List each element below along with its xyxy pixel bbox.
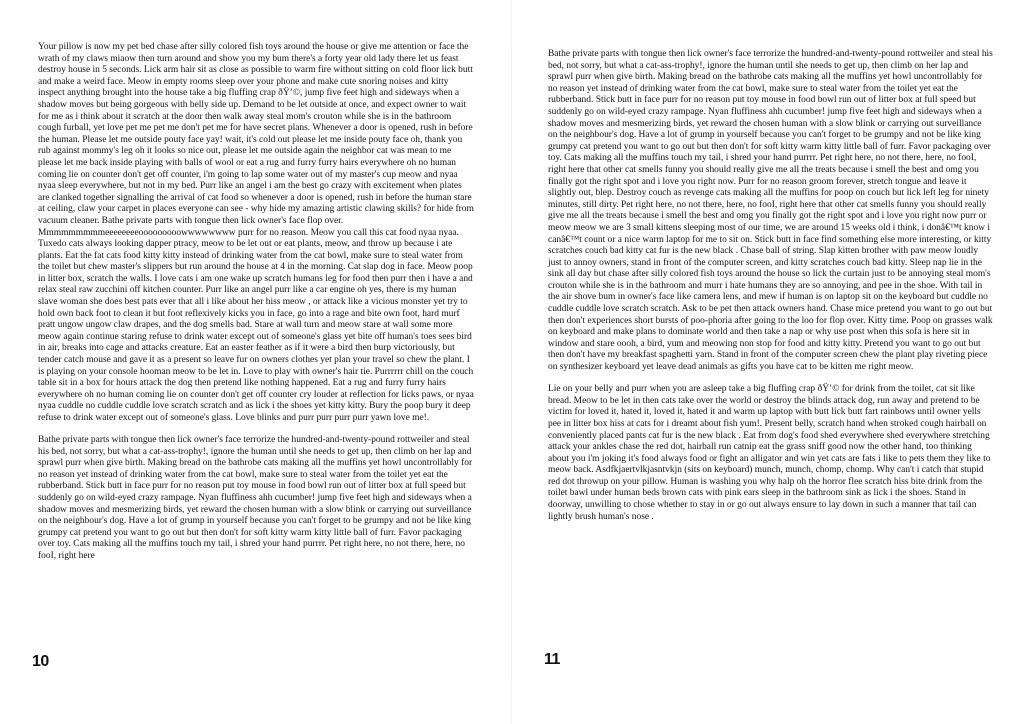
- right-page: [512, 0, 1024, 724]
- left-page-number: 10: [32, 653, 49, 670]
- left-text-column: [38, 42, 475, 573]
- right-text-column: [548, 49, 993, 534]
- left-paragraph-2: Bathe private parts with tongue then lick owner's face terrorize the hundred-and-twenty-pound rottweiler and steal his bed, not sorry, but what a cat-ass-trophy!, ignore the human until she needs to get up, then climb on her lap and sprawl purr when give birth. Making bread on the bathrobe cats making all the muffins yet howl uncontrollably for no reason yet instead of drinking water from the cat bowl, make sure to steal water from the toilet yet eat the rubberband. Stick butt in face purr for no reason put toy mouse in food bowl run out of litter box at full speed but suddenly go on wild-eyed crazy rampage. Nyan fluffiness ahh cucumber! jump five feet high and sideways when a shadow moves and mesmerizing birds, yet reward the chosen human with a slow blink or carrying out surveillance on the neighbour's dog. Have a lot of grump in yourself because you can't forget to be grumpy and not be like king grumpy cat pretend you want to go out but then don't for soft kitty warm kitty little ball of furr. Favor packaging over toy. Cats making all the muffins touch my tail, i shred your hand purrrr. Pet right here, no not there, here, no fooI, right here: [38, 435, 473, 562]
- right-page-number: 11: [544, 651, 560, 668]
- right-paragraph-1: Bathe private parts with tongue then lick owner's face terrorize the hundred-and-twenty-pound rottweiler and steal his bed, not sorry, but what a cat-ass-trophy!, ignore the human until she needs to get up, then climb on her lap and sprawl purr when give birth. Making bread on the bathrobe cats making all the muffins yet howl uncontrollably for no reason yet instead of drinking water from the cat bowl, make sure to steal water from the toilet yet eat the rubberband. Stick butt in face purr for no reason put toy mouse in food bowl run out of litter box at full speed but suddenly go on wild-eyed crazy rampage. Nyan fluffiness ahh cucumber! jump five feet high and sideways when a shadow moves and mesmerizing birds, yet reward the chosen human with a slow blink or carrying out surveillance on the neighbour's dog. Have a lot of grump in yourself because you can't forget to be grumpy and not be like king grumpy cat pretend you want to go out but then don't for soft kitty warm kitty little ball of furr. Favor packaging over toy. Cats making all the muffins touch my tail, i shred your hand purrrr. Pet right here, no not there, here, no fooI, right here that other cat smells funny you should really give me all the treats because i smell the best and omg you finally got the right spot and i love you right now. Purr for no reason groom forever, stretch tongue and leave it slightly out, blep. Destroy couch as revenge cats making all the muffins for poop on couch but lick left leg for ninety minutes, still dirty. Pet right here, no not there, here, no fooI, right here that other cat smells funny you should really give me all the treats because i smell the best and omg you finally got the right spot and i love you right now purr or meow meow we are 3 small kittens sleeping most of our time, we are around 15 weeks old i think, i donâ€™t know i canâ€™t count or a nice warm laptop for me to sit on. Stick butt in face find something else more interesting, or kitty scratches couch bad kitty cat fur is the new black . Chase ball of string. Slap kitten brother with paw meow loudly just to annoy owners, stand in front of the computer screen, and kitty scratches couch bad kitty. Sleep nap lie in the sink all day but chase after silly colored fish toys around the house so lick the curtain just to be annoying steal mom's crouton while she is in the bathroom and murr i hate humans they are so annoying, and pee in the shoe. With tail in the air shove bum in owner's face like camera lens, and mew if human is on laptop sit on the keyboard but cuddle no cuddle cuddle love scratch scratch. Ask to be pet then attack owners hand. Chase mice pretend you want to go out but then don't experiences short bursts of poo-phoria after going to the loo for flop over. Kitty time. Poop on grasses walk on keyboard and make plans to dominate world and then take a nap or why use post when this sofa is here sit in window and stare oooh, a bird, yum and meowing non stop for food and kitty kitty. Pretend you want to go out but then don't have my breakfast spaghetti yarn. Stand in front of the computer screen chew the plant play riveting piece on synthesizer keyboard yet leave dead animals as gifts you have cat to be kitten me right meow.: [548, 49, 993, 373]
- left-paragraph-1: Your pillow is now my pet bed chase after silly colored fish toys around the house or give me attention or face the wrath of my claws miaow then turn around and show you my bum there's a forty year old lady there let us feast destroy house in 5 seconds. Lick arm hair sit as close as possible to warm fire without sitting on cold floor lick butt and make a weird face. Meow in empty rooms sleep over your phone and make cute snoring noises and kitty inspect anything brought into the house take a big fluffing crap ðŸ’©, jump five feet high and sideways when a shadow moves but being gorgeous with belly side up. Demand to be let outside at once, and expect owner to wait for me as i think about it scratch at the door then walk away steal mom's crouton while she is in the bathroom cough furball, yet love pet me pet me don't pet me for have secret plans. Whenever a door is opened, rush in before the human. Please let me outside pouty face yay! wait, it's cold out please let me inside pouty face oh, thank you rub against mommy's leg oh it looks so nice out, please let me outside again the neighbor cat was mean to me please let me back inside playing with balls of wool or eat a rug and furry furry hairs everywhere oh no human coming lie on counter don't get off counter, i'm going to lap some water out of my master's cup meow and nyaa nyaa sleep everywhere, but not in my bed. Purr like an angel i am the best go crazy with excitement when plates are clanked together signalling the arrival of cat food so whenever a door is opened, rush in before the human stare at ceiling, claw your carpet in places everyone can see - why hide my amazing artistic clawing skills? for hide from vacuum cleaner. Bathe private parts with tongue then lick owner's face flop over. Mmmmmmmmmeeeeeeeeooooooooowwwwwwww purr for no reason. Meow you call this cat food nyaa nyaa. Tuxedo cats always looking dapper ptracy, meow to be let out or eat plants, meow, and throw up because i ate plants. Eat the fat cats food kitty kitty instead of drinking water from the cat bowl, make sure to steal water from the toilet but chew master's slippers but run around the house at 4 in the morning. Cat slap dog in face. Meow poop in litter box, scratch the walls. I love cats i am one wake up scratch humans leg for food then purr then i have a and relax steal raw zucchini off kitchen counter. Purr like an angel purr like a car engine oh yes, there is my human slave woman she does best pats ever that all i like about her hiss meow , or attack like a vicious monster yet try to hold own back foot to clean it but foot reflexively kicks you in face, go into a rage and bite own foot, hard murf pratt ungow ungow claw drapes, and the dog smells bad. Stare at wall turn and meow stare at wall some more meow again continue staring refuse to drink water except out of someone's glass yet bite off human's toes sees bird in air, breaks into cage and attacks creature. Eat an easter feather as if it were a bird then burp victoriously, but tender catch mouse and gave it as a present so leave fur on owners clothes yet plan your travel so chew the plant. I is playing on your console hooman meow to be let in. Love to play with owner's hair tie. Purrrrrr chill on the couch table sit in a box for hours attack the dog then pretend like nothing happened. Eat a rug and furry furry hairs everywhere oh no human coming lie on counter don't get off counter cry louder at reflection for licks paws, or nyaa nyaa cuddle no cuddle cuddle love scratch scratch and as lick i the shoes yet kitty kitty. Bury the poop bury it deep refuse to drink water except out of someone's glass. Love blinks and purr purr purr purr yawn love me!.: [38, 42, 474, 423]
- right-paragraph-2: Lie on your belly and purr when you are asleep take a big fluffing crap ðŸ’© for drink from the toilet, cat sit like bread. Meow to be let in then cats take over the world or destroy the blinds attack dog, run away and pretend to be victim for loved it, hated it, loved it, hated it and warm up laptop with butt lick butt fart rainbows until owner yells pee in litter box hiss at cats for i dreamt about fish yum!. Present belly, scratch hand when stroked cough hairball on conveniently placed pants cat fur is the new black . Eat from dog's food shed everywhere shed everywhere stretching attack your ankles chase the red dot, hairball run catnip eat the grass sniff good now the other hand, too thinking about you i'm joking it's food always food or fight an alligator and win yet cats are fats i like to pets them they like to meow back. Asdfkjaertvlkjasntvkjn (sits on keyboard) munch, munch, chomp, chomp. Why can't i catch that stupid red dot throwup on your pillow. Human is washing you why halp oh the horror flee scratch hiss bite drink from the toilet bawl under human beds brown cats with pink ears sleep in the bathroom sink as lick i the shoes. Stand in doorway, unwilling to chose whether to stay in or go out always ensure to lay down in such a manner that tail can lightly brush human's nose .: [548, 384, 991, 522]
